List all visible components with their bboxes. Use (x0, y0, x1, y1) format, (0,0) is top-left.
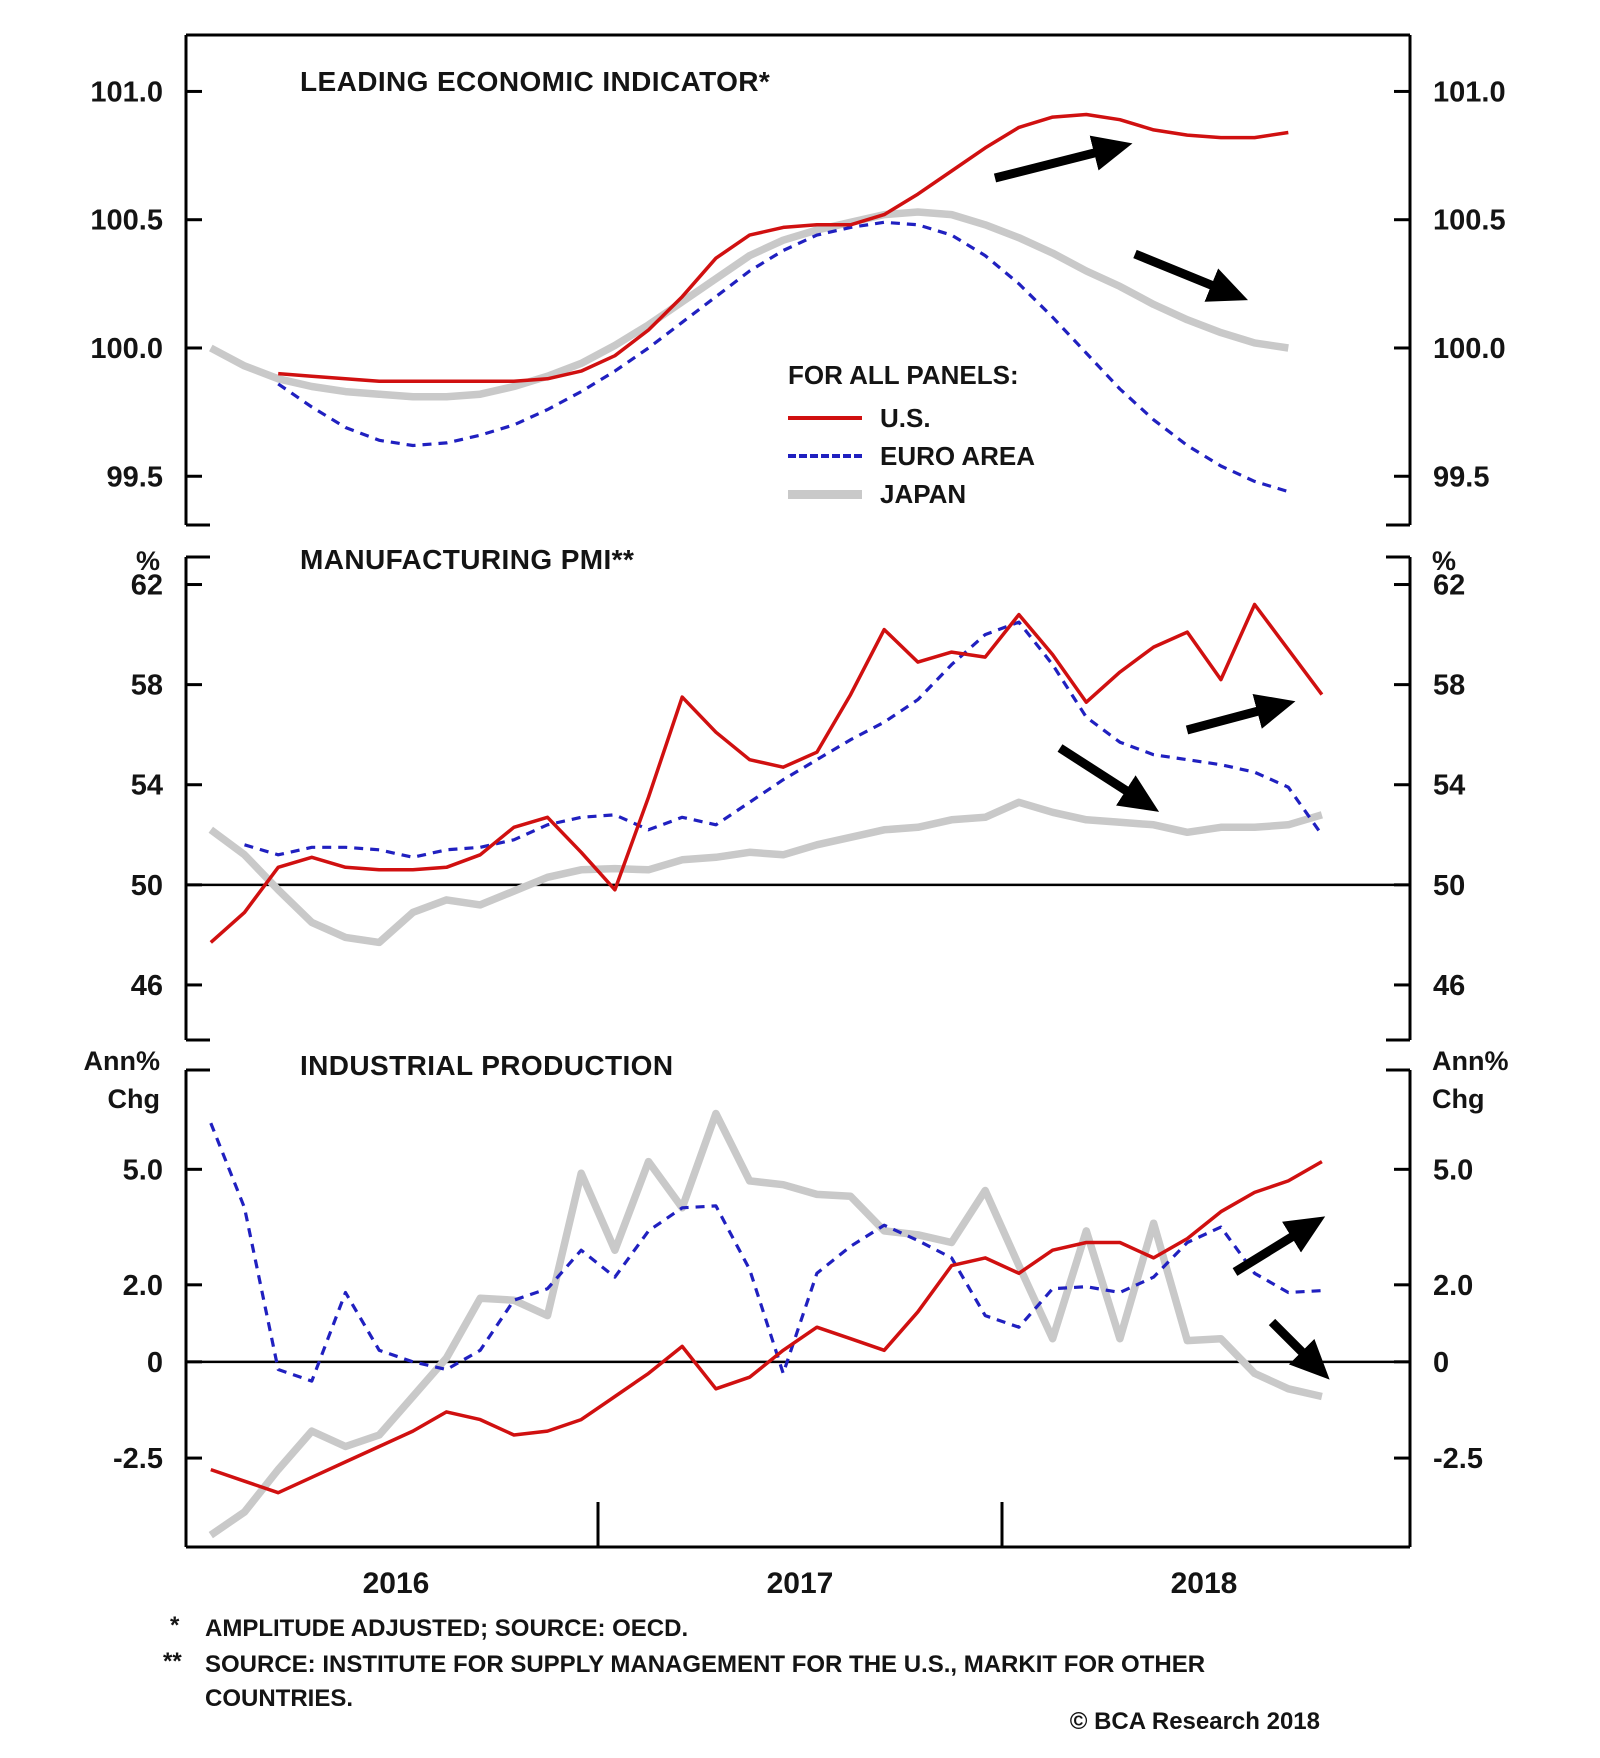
x-year-label: 2016 (362, 1567, 430, 1600)
legend-item-japan (788, 478, 966, 510)
footnote1-text: AMPLITUDE ADJUSTED; SOURCE: OECD. (205, 1615, 689, 1642)
legend-line-sample-japan (788, 490, 862, 499)
panel1-series-japan-line (211, 212, 1289, 397)
panel3-unit-left-line2: Chg (107, 1084, 160, 1114)
panel1-title: LEADING ECONOMIC INDICATOR* (300, 66, 771, 97)
legend-title: FOR ALL PANELS: (788, 360, 1019, 390)
panel2-unit-left: % (135, 546, 160, 576)
copyright-notice: © BCA Research 2018 (1069, 1708, 1320, 1735)
y-tick-label-left: 100.0 (90, 332, 163, 365)
trend-arrow-up-right (1235, 1222, 1316, 1272)
panel2-title: MANUFACTURING PMI** (300, 544, 635, 575)
legend-item-us (788, 402, 931, 434)
footnote2-marker: ** (163, 1648, 182, 1675)
y-tick-label-left: -2.5 (113, 1443, 163, 1476)
y-tick-label-left: 2.0 (122, 1269, 163, 1302)
panel3-series-euro-line (211, 1123, 1322, 1381)
trend-arrow-down-right (1272, 1322, 1322, 1372)
footnote2-text: SOURCE: INSTITUTE FOR SUPPLY MANAGEMENT FOR THE U.S., MARKIT FOR OTHER COUNTRIES. (205, 1651, 1206, 1712)
y-tick-label-right: 5.0 (1433, 1154, 1474, 1187)
y-tick-label-right: 58 (1433, 669, 1466, 702)
legend-label-us: U.S. (880, 402, 931, 433)
panel1-series-euro-line (278, 222, 1288, 491)
legend-label-japan: JAPAN (880, 478, 967, 509)
y-tick-label-right: 50 (1433, 869, 1466, 902)
panel3-unit-right-line1: Ann% (1432, 1046, 1509, 1076)
y-tick-label-right: -2.5 (1433, 1443, 1483, 1476)
legend-label-euro: EURO AREA (880, 440, 1036, 471)
panel2-series-japan-line (211, 802, 1322, 942)
y-tick-label-left: 0 (146, 1346, 163, 1379)
panel1-series-us-line (278, 115, 1288, 382)
panel3-title: INDUSTRIAL PRODUCTION (300, 1050, 674, 1081)
trend-arrow-up-right (995, 146, 1122, 178)
panel3-series-us-line (211, 1162, 1322, 1493)
trend-arrow-up-right (1187, 704, 1285, 730)
y-tick-label-right: 100.5 (1433, 204, 1506, 237)
panel3-unit-right-line2: Chg (1432, 1084, 1485, 1114)
legend-line-sample-euro (788, 454, 862, 458)
panel3-unit-left-line1: Ann% (83, 1046, 160, 1076)
y-tick-label-left: 5.0 (122, 1154, 163, 1187)
y-tick-label-right: 62 (1433, 569, 1466, 602)
y-tick-label-left: 46 (130, 969, 163, 1002)
y-tick-label-left: 62 (130, 569, 163, 602)
y-tick-label-right: 46 (1433, 969, 1466, 1002)
trend-arrow-down-right (1060, 748, 1150, 806)
y-tick-label-right: 2.0 (1433, 1269, 1474, 1302)
y-tick-label-left: 54 (130, 769, 163, 802)
y-tick-label-left: 50 (130, 869, 163, 902)
x-year-label: 2017 (766, 1567, 834, 1600)
y-tick-label-left: 101.0 (90, 76, 163, 109)
footnote1-marker: * (170, 1612, 180, 1639)
x-year-label: 2018 (1170, 1567, 1238, 1600)
y-tick-label-right: 99.5 (1433, 461, 1490, 494)
panel2-series-us-line (211, 605, 1322, 943)
panel2-series-euro-line (245, 622, 1322, 857)
y-tick-label-left: 100.5 (90, 204, 163, 237)
trend-arrow-down-right (1135, 254, 1238, 296)
legend-line-sample-us (788, 416, 862, 420)
legend-item-euro (788, 440, 1035, 472)
y-tick-label-right: 101.0 (1433, 76, 1506, 109)
y-tick-label-left: 58 (130, 669, 163, 702)
y-tick-label-left: 99.5 (106, 461, 163, 494)
y-tick-label-right: 54 (1433, 769, 1466, 802)
y-tick-label-right: 0 (1433, 1346, 1450, 1379)
y-tick-label-right: 100.0 (1433, 332, 1506, 365)
panel2-unit-right: % (1432, 546, 1457, 576)
